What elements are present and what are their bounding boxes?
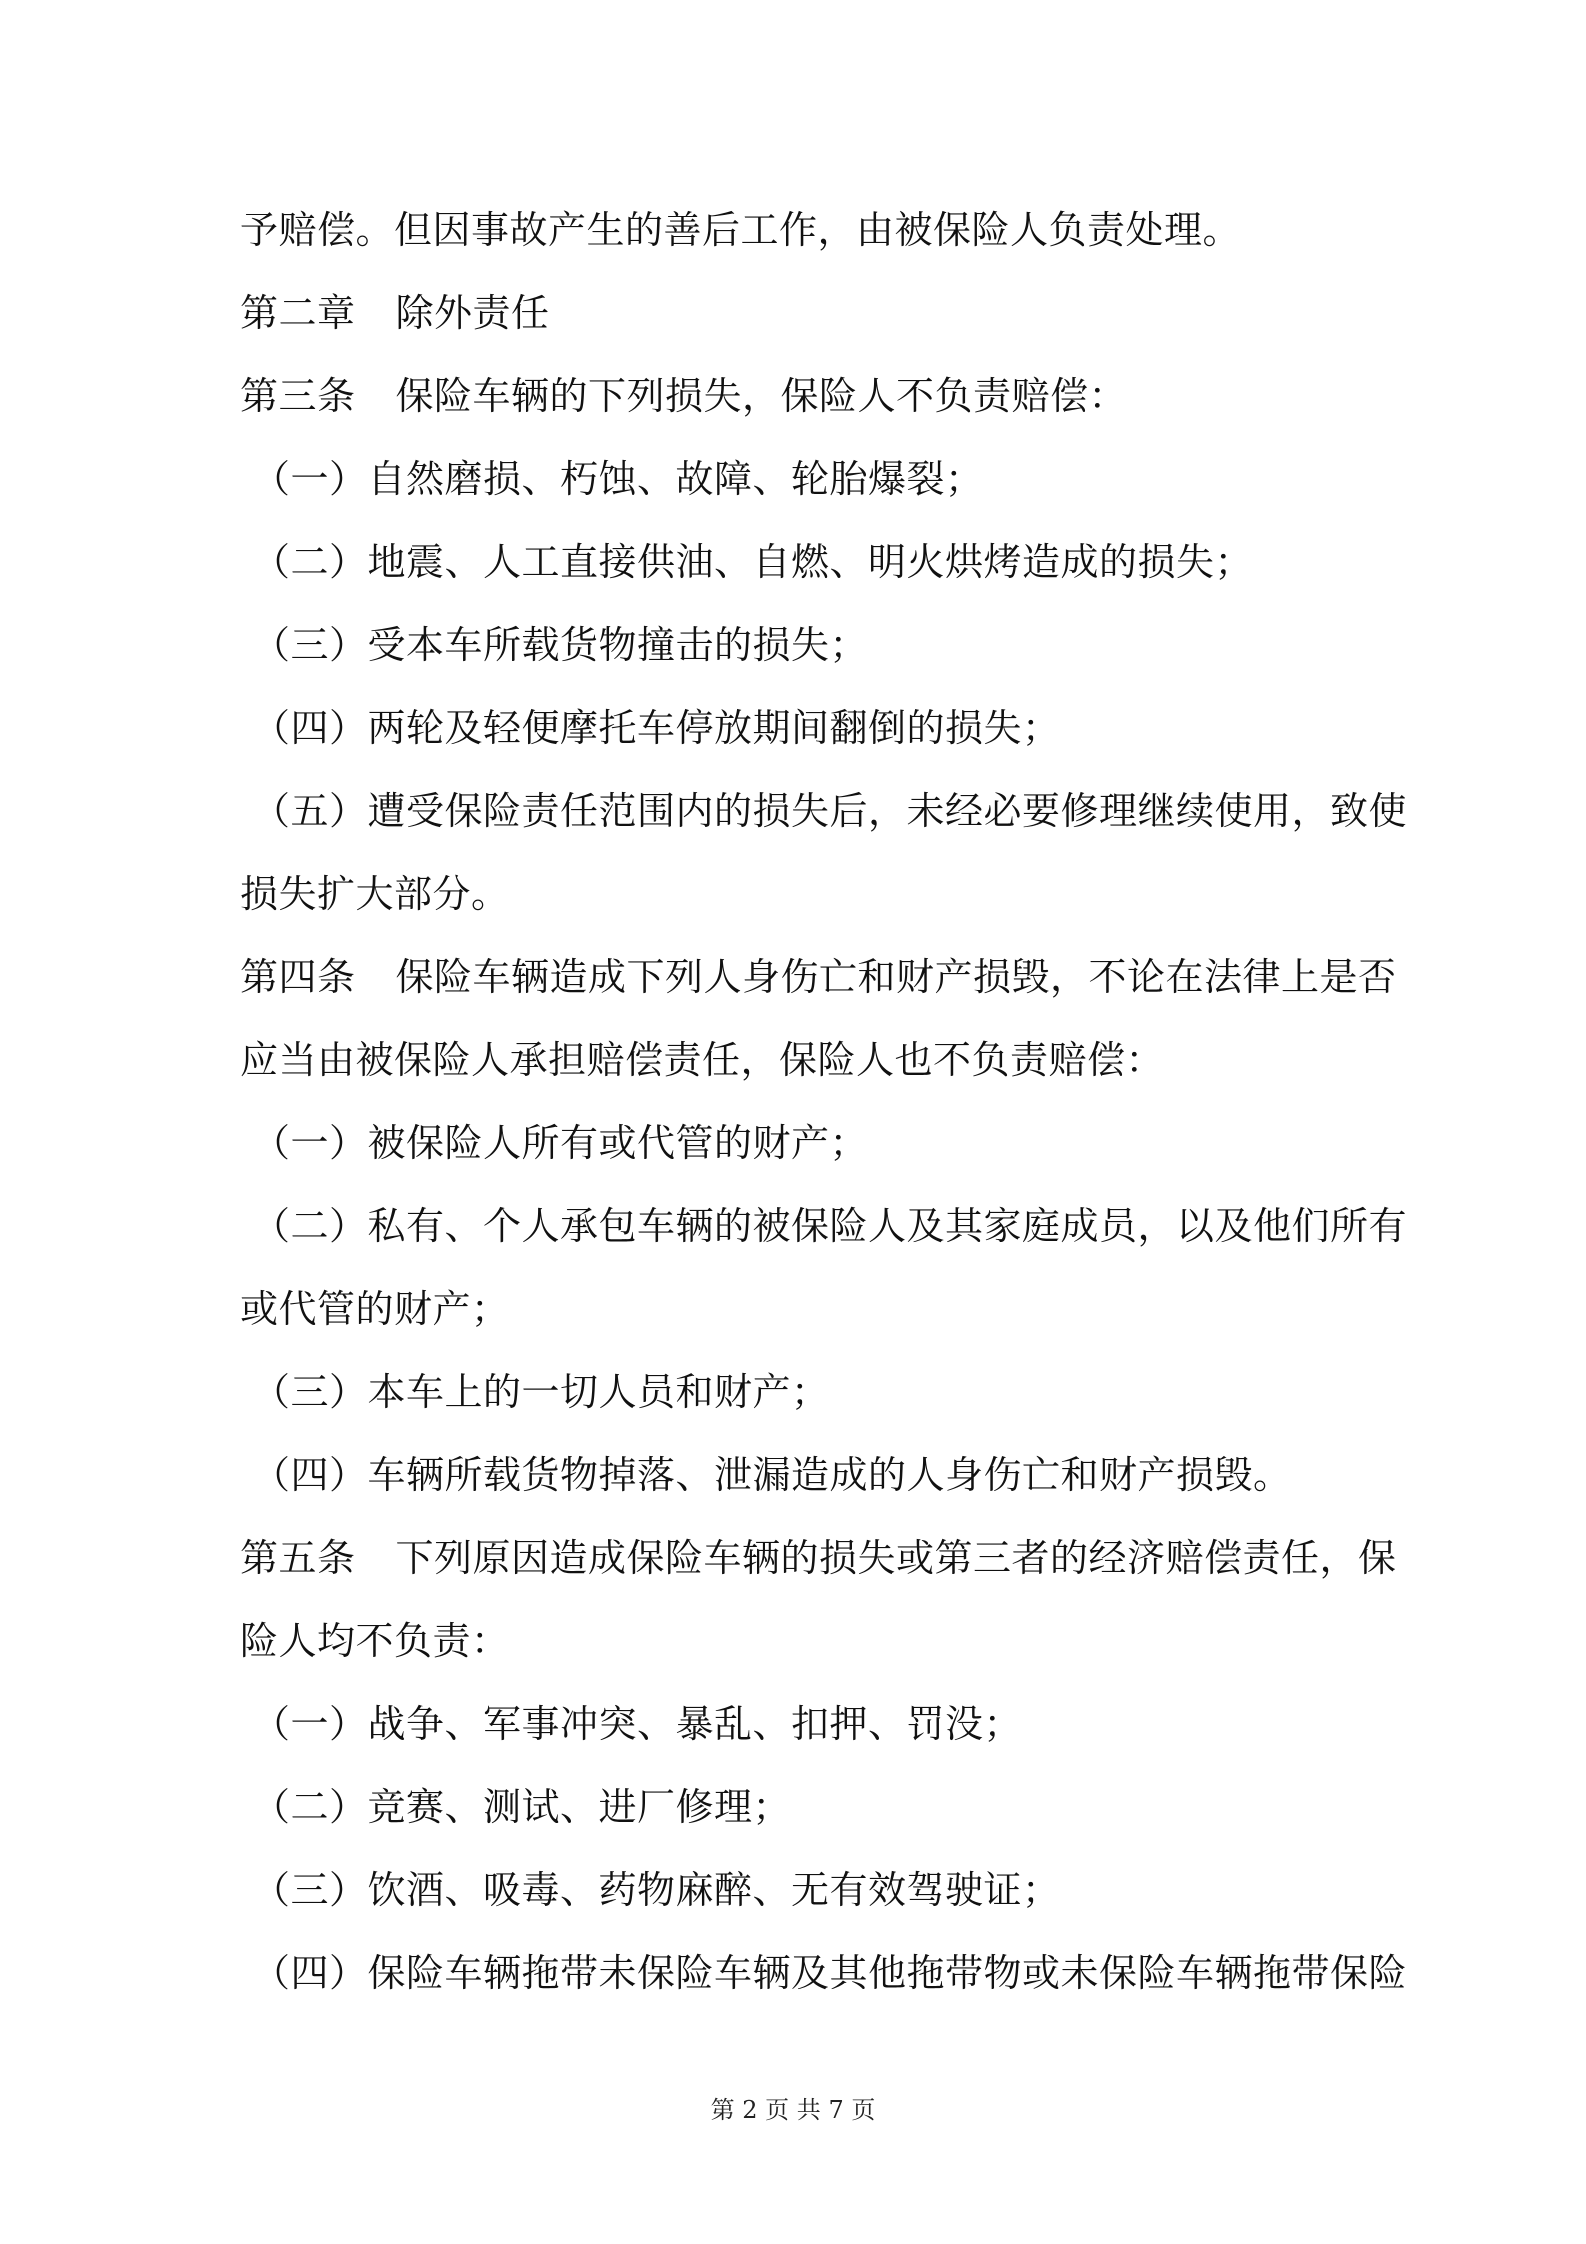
list-item [252, 1201, 1408, 1251]
line-text: （四）两轮及轻便摩托车停放期间翻倒的损失； [252, 706, 1061, 750]
chapter-title: 除外责任 [395, 291, 550, 335]
list-item [252, 1948, 1408, 1998]
list-item [252, 1450, 1372, 1500]
line-text: （二）私有、个人承包车辆的被保险人及其家庭成员，以及他们所有 [252, 1204, 1408, 1248]
list-item [252, 1865, 1372, 1915]
text-line [240, 1035, 1360, 1085]
line-text: 予赔偿。但因事故产生的善后工作，由被保险人负责处理。 [240, 208, 1242, 252]
line-text: 或代管的财产； [240, 1287, 510, 1331]
line-text: （三）受本车所载货物撞击的损失； [252, 623, 869, 667]
line-text: 损失扩大部分。 [240, 872, 510, 916]
line-text: （四）车辆所载货物掉落、泄漏造成的人身伤亡和财产损毁。 [252, 1453, 1292, 1497]
article-heading [240, 1533, 1397, 1583]
article-heading [240, 371, 1360, 421]
list-item [252, 1118, 1372, 1168]
text-line [240, 869, 1360, 919]
line-text: （三）饮酒、吸毒、药物麻醉、无有效驾驶证； [252, 1868, 1061, 1912]
line-text: （一）自然磨损、朽蚀、故障、轮胎爆裂； [252, 457, 984, 501]
list-item [252, 1782, 1372, 1832]
line-text: （二）地震、人工直接供油、自燃、明火烘烤造成的损失； [252, 540, 1254, 584]
line-text: 应当由被保险人承担赔偿责任，保险人也不负责赔偿： [240, 1038, 1165, 1082]
list-item [252, 703, 1372, 753]
page-number: 第 2 页 共 7 页 [710, 2096, 876, 2124]
line-text: 险人均不负责： [240, 1619, 510, 1663]
article-heading [240, 952, 1397, 1002]
chapter-heading [240, 288, 1360, 338]
text-line [240, 1616, 1360, 1666]
text-line [240, 205, 1360, 255]
article-number: 第五条 [240, 1536, 356, 1580]
line-text: （一）战争、军事冲突、暴乱、扣押、罚没； [252, 1702, 1023, 1746]
line-text: （一）被保险人所有或代管的财产； [252, 1121, 869, 1165]
article-text: 保险车辆造成下列人身伤亡和财产损毁，不论在法律上是否 [395, 955, 1397, 999]
article-text: 保险车辆的下列损失，保险人不负责赔偿： [395, 374, 1128, 418]
article-text: 下列原因造成保险车辆的损失或第三者的经济赔偿责任，保 [395, 1536, 1397, 1580]
article-number: 第四条 [240, 955, 356, 999]
line-text: （五）遭受保险责任范围内的损失后，未经必要修理继续使用，致使 [252, 789, 1408, 833]
list-item [252, 786, 1408, 836]
list-item [252, 1699, 1372, 1749]
list-item [252, 454, 1372, 504]
chapter-number: 第二章 [240, 291, 356, 335]
list-item [252, 537, 1372, 587]
list-item [252, 1367, 1372, 1417]
page-footer [0, 2095, 1586, 2125]
line-text: （三）本车上的一切人员和财产； [252, 1370, 830, 1414]
list-item [252, 620, 1372, 670]
line-text: （二）竞赛、测试、进厂修理； [252, 1785, 792, 1829]
article-number: 第三条 [240, 374, 356, 418]
text-line [240, 1284, 1360, 1334]
line-text: （四）保险车辆拖带未保险车辆及其他拖带物或未保险车辆拖带保险 [252, 1951, 1408, 1995]
